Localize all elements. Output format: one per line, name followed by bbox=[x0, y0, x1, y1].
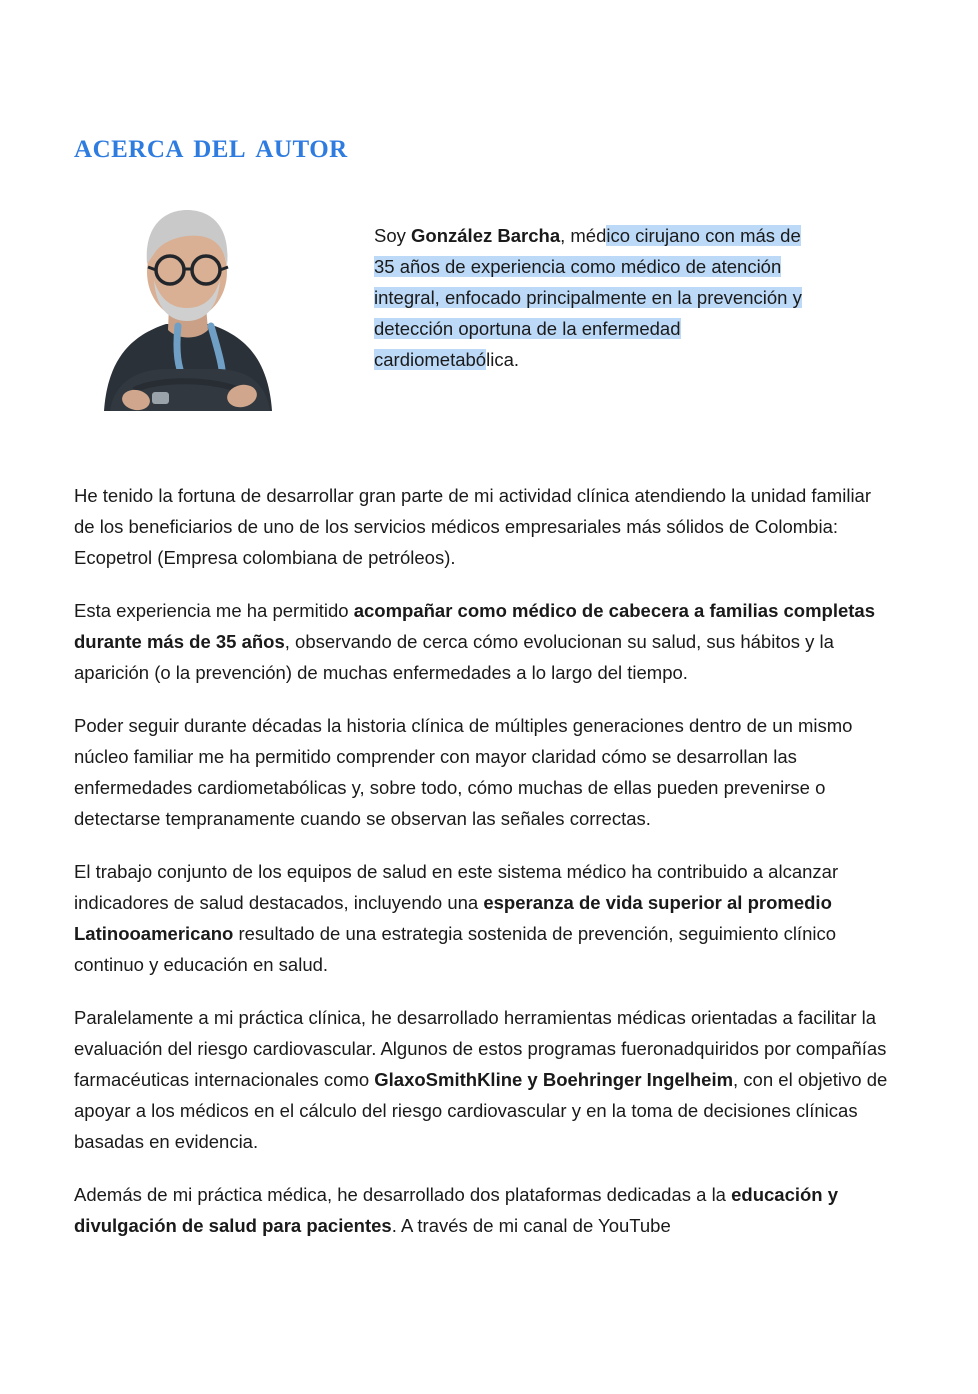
p2-segment-1: acompañar como médico de cabecera a familias completas durante más de 35 años bbox=[74, 600, 876, 652]
p4-segment-0: El trabajo conjunto de los equipos de salud en este sistema médico ha contribuido a alcanzar indicadores de salud destacados, incluyendo una bbox=[74, 861, 839, 913]
p1-segment-0: He tenido la fortuna de desarrollar gran parte de mi actividad clínica atendiendo la unidad familiar de los beneficiarios de uno de los servicios médicos empresariales más sólidos de Colombia: Ecopetrol (Empresa colombiana de petróleos). bbox=[74, 485, 871, 568]
intro-segment-4: lica. bbox=[486, 349, 519, 370]
p3-segment-0: Poder seguir durante décadas la historia clínica de múltiples generaciones dentro de un mismo núcleo familiar me ha permitido comprender con mayor claridad cómo se desarrollan las enfermedades cardiometabólicas y, sobre todo, cómo muchas de ellas pueden prevenirse o detectarse tempranamente cuando se observan las señales correctas. bbox=[74, 715, 853, 829]
body-text bbox=[74, 480, 892, 1263]
author-intro-block bbox=[74, 168, 904, 411]
intro-segment-highlighted: ico cirujano con más de 35 años de experiencia como médico de atención integral, enfocado principalmente en la prevención y detección oportuna de la enfermedad cardiometabó bbox=[374, 225, 802, 370]
p6-segment-1: educación y divulgación de salud para pacientes bbox=[74, 1184, 839, 1236]
paragraph-4 bbox=[74, 856, 892, 980]
p4-segment-2: resultado de una estrategia sostenida de prevención, seguimiento clínico continuo y educación en salud. bbox=[74, 923, 837, 975]
author-intro-text bbox=[374, 168, 824, 375]
p5-segment-0: Paralelamente a mi práctica clínica, he desarrollado herramientas médicas orientadas a facilitar la evaluación del riesgo cardiovascular. Algunos de estos programas fueronadquiridos por compañías farmacéuticas internacionales como bbox=[74, 1007, 887, 1090]
intro-segment-1: González Barcha bbox=[411, 225, 561, 246]
p5-segment-2: , con el objetivo de apoyar a los médicos en el cálculo del riesgo cardiovascular y en la toma de decisiones clínicas basadas en evidencia. bbox=[74, 1069, 888, 1152]
p4-segment-1: esperanza de vida superior al promedio Latinooamericano bbox=[74, 892, 832, 944]
author-portrait bbox=[74, 168, 301, 411]
paragraph-3 bbox=[74, 710, 892, 834]
page-title: acerca del autor bbox=[74, 126, 348, 166]
intro-segment-2: , méd bbox=[560, 225, 607, 246]
p5-segment-1: GlaxoSmithKline y Boehringer Ingelheim bbox=[374, 1069, 734, 1090]
p6-segment-0: Además de mi práctica médica, he desarrollado dos plataformas dedicadas a la bbox=[74, 1184, 732, 1205]
p2-segment-2: , observando de cerca cómo evolucionan su salud, sus hábitos y la aparición (o la prevención) de muchas enfermedades a lo largo del tiempo. bbox=[74, 631, 834, 683]
doctor-portrait-icon bbox=[74, 168, 301, 411]
paragraph-6 bbox=[74, 1179, 892, 1241]
p2-segment-0: Esta experiencia me ha permitido bbox=[74, 600, 354, 621]
paragraph-1 bbox=[74, 480, 892, 573]
intro-segment-0: Soy bbox=[374, 225, 412, 246]
paragraph-5 bbox=[74, 1002, 892, 1157]
p6-segment-2: . A través de mi canal de YouTube bbox=[391, 1215, 671, 1236]
paragraph-2 bbox=[74, 595, 892, 688]
